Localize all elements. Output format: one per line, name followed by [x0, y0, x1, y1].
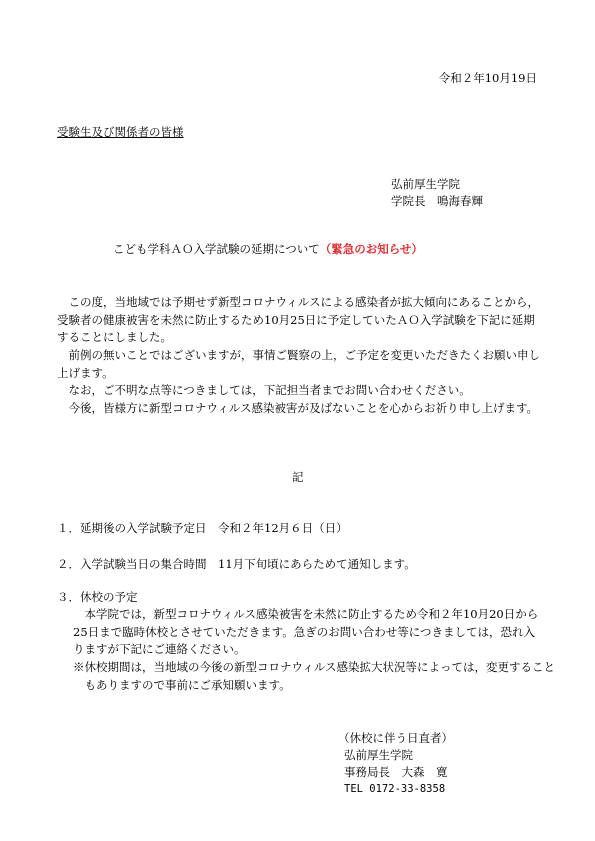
ki-heading: 記	[292, 470, 304, 484]
body-paragraph: この度，当地域では予期せず新型コロナウィルスによる感染者が拡大傾向にあることから，受験者の健康被害を未然に防止するため10月25日に予定していたＡＯ入学試験を下記に延期することにしました。	[57, 295, 539, 344]
list-item: ２．入学試験当日の集合時間 11月下旬頃にあらためて通知します。	[57, 557, 416, 571]
body-paragraph: 前例の無いことではございますが，事情ご賢察の上，ご予定を変更いただきたくお願い申し上げます。	[57, 348, 540, 380]
urgent-label: （緊急のお知らせ）	[319, 242, 423, 256]
title-main: こども学科ＡＯ入学試験の延期について	[113, 242, 320, 256]
sender-organization: 弘前厚生学院	[391, 177, 460, 191]
sender-head: 学院長 鳴海春輝	[391, 194, 483, 208]
contact-heading: （休校に伴う日直者）	[338, 731, 453, 745]
closure-note: ※休校期間は，当地域の今後の新型コロナウィルス感染拡大状況等によっては，変更することもありますので事前にご承知願います。	[73, 660, 555, 692]
contact-organization: 弘前厚生学院	[344, 748, 413, 762]
contact-person: 事務局長 大森 寛	[344, 765, 448, 779]
recipient-line: 受験生及び関係者の皆様	[57, 125, 184, 139]
closure-description: 本学院では，新型コロナウィルス感染被害を未然に防止するため令和２年10月20日から25日まで臨時休校とさせていただきます。急ぎのお問い合わせ等につきましては，恐れ入りますが下記にご連絡ください。	[73, 607, 539, 656]
document-title	[113, 241, 423, 257]
contact-phone: TEL 0172-33-8358	[344, 783, 446, 795]
document-date: 令和２年10月19日	[438, 71, 537, 85]
body-paragraph: なお，ご不明な点等につきましては，下記担当者までお問い合わせください。	[68, 383, 471, 397]
body-paragraph: 今後，皆様方に新型コロナウィルス感染被害が及ばないことを心からお祈り申し上げます。	[68, 401, 539, 415]
list-item: １．延期後の入学試験予定日 令和２年12月６日（日）	[57, 521, 348, 535]
list-item: ３．休校の予定	[57, 590, 138, 604]
